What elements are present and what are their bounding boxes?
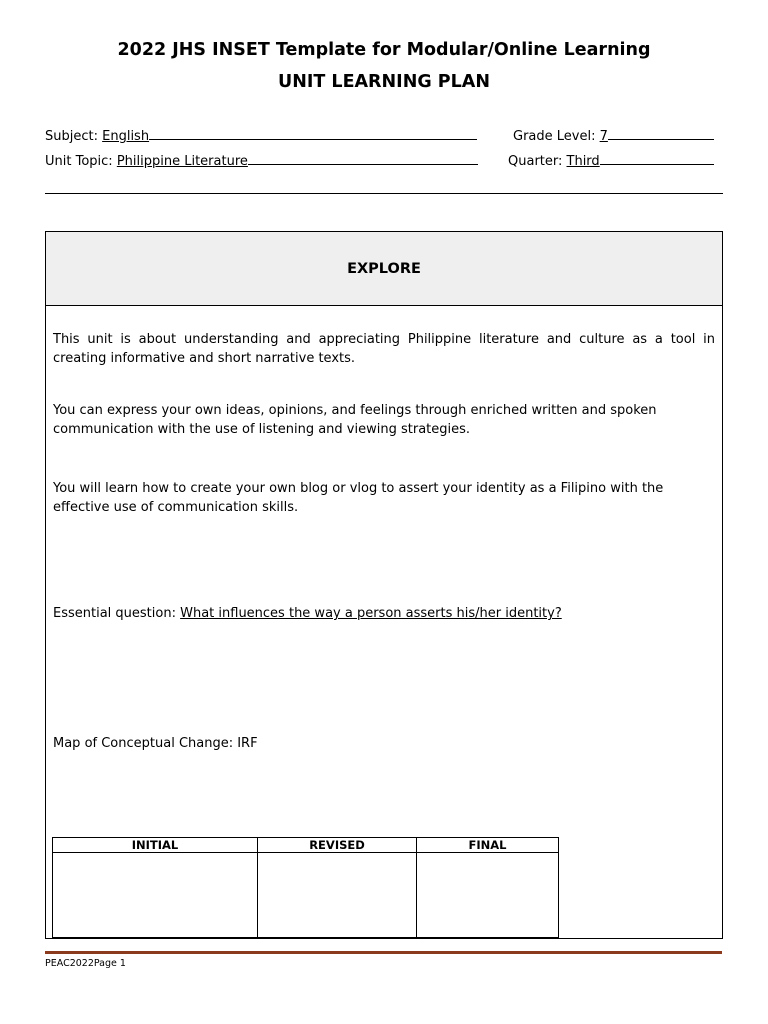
document-title: 2022 JHS INSET Template for Modular/Online Learning (117, 40, 651, 60)
irf-header-revised: REVISED (258, 838, 417, 853)
header-divider (45, 193, 723, 194)
unit-topic-field (45, 152, 478, 170)
irf-cell-initial (53, 853, 258, 938)
grade-level-label: Grade Level: (513, 129, 596, 144)
explore-paragraph-1: This unit is about understanding and appreciating Philippine literature and culture as a tool in creating informative and short narrative texts. (53, 332, 715, 366)
irf-cell-revised (258, 853, 417, 938)
footer-page-label: PEAC2022Page 1 (45, 958, 126, 969)
irf-header-final: FINAL (417, 838, 559, 853)
subject-blank-line (149, 127, 477, 140)
subject-value: English (102, 129, 150, 144)
essential-question (53, 604, 715, 623)
quarter-field (508, 152, 714, 170)
irf-header-initial: INITIAL (53, 838, 258, 853)
quarter-blank-line (600, 152, 714, 165)
document-subtitle: UNIT LEARNING PLAN (278, 72, 490, 92)
quarter-value: Third (566, 154, 600, 169)
subject-field (45, 127, 477, 145)
subject-label: Subject: (45, 129, 98, 144)
explore-paragraph-3: You will learn how to create your own blog or vlog to assert your identity as a Filipino with the effective use of communication skills. (53, 481, 664, 515)
irf-cell-final (417, 853, 559, 938)
essential-question-label: Essential question: (53, 606, 176, 621)
quarter-label: Quarter: (508, 154, 563, 169)
explore-paragraph-2: You can express your own ideas, opinions, and feelings through enriched written and spoken communication with the use of listening and viewing strategies. (53, 403, 657, 437)
unit-topic-blank-line (248, 152, 478, 165)
unit-topic-value: Philippine Literature (116, 154, 248, 169)
grade-level-value: 7 (599, 129, 608, 144)
irf-table (52, 837, 559, 938)
grade-level-field (513, 127, 714, 145)
explore-heading: EXPLORE (46, 232, 722, 306)
grade-level-blank-line (608, 127, 714, 140)
map-of-conceptual-change-label: Map of Conceptual Change: IRF (53, 736, 258, 751)
unit-topic-label: Unit Topic: (45, 154, 113, 169)
essential-question-text: What influences the way a person asserts his/her identity? (180, 606, 562, 621)
explore-section (45, 231, 723, 939)
footer-rule (45, 951, 722, 954)
